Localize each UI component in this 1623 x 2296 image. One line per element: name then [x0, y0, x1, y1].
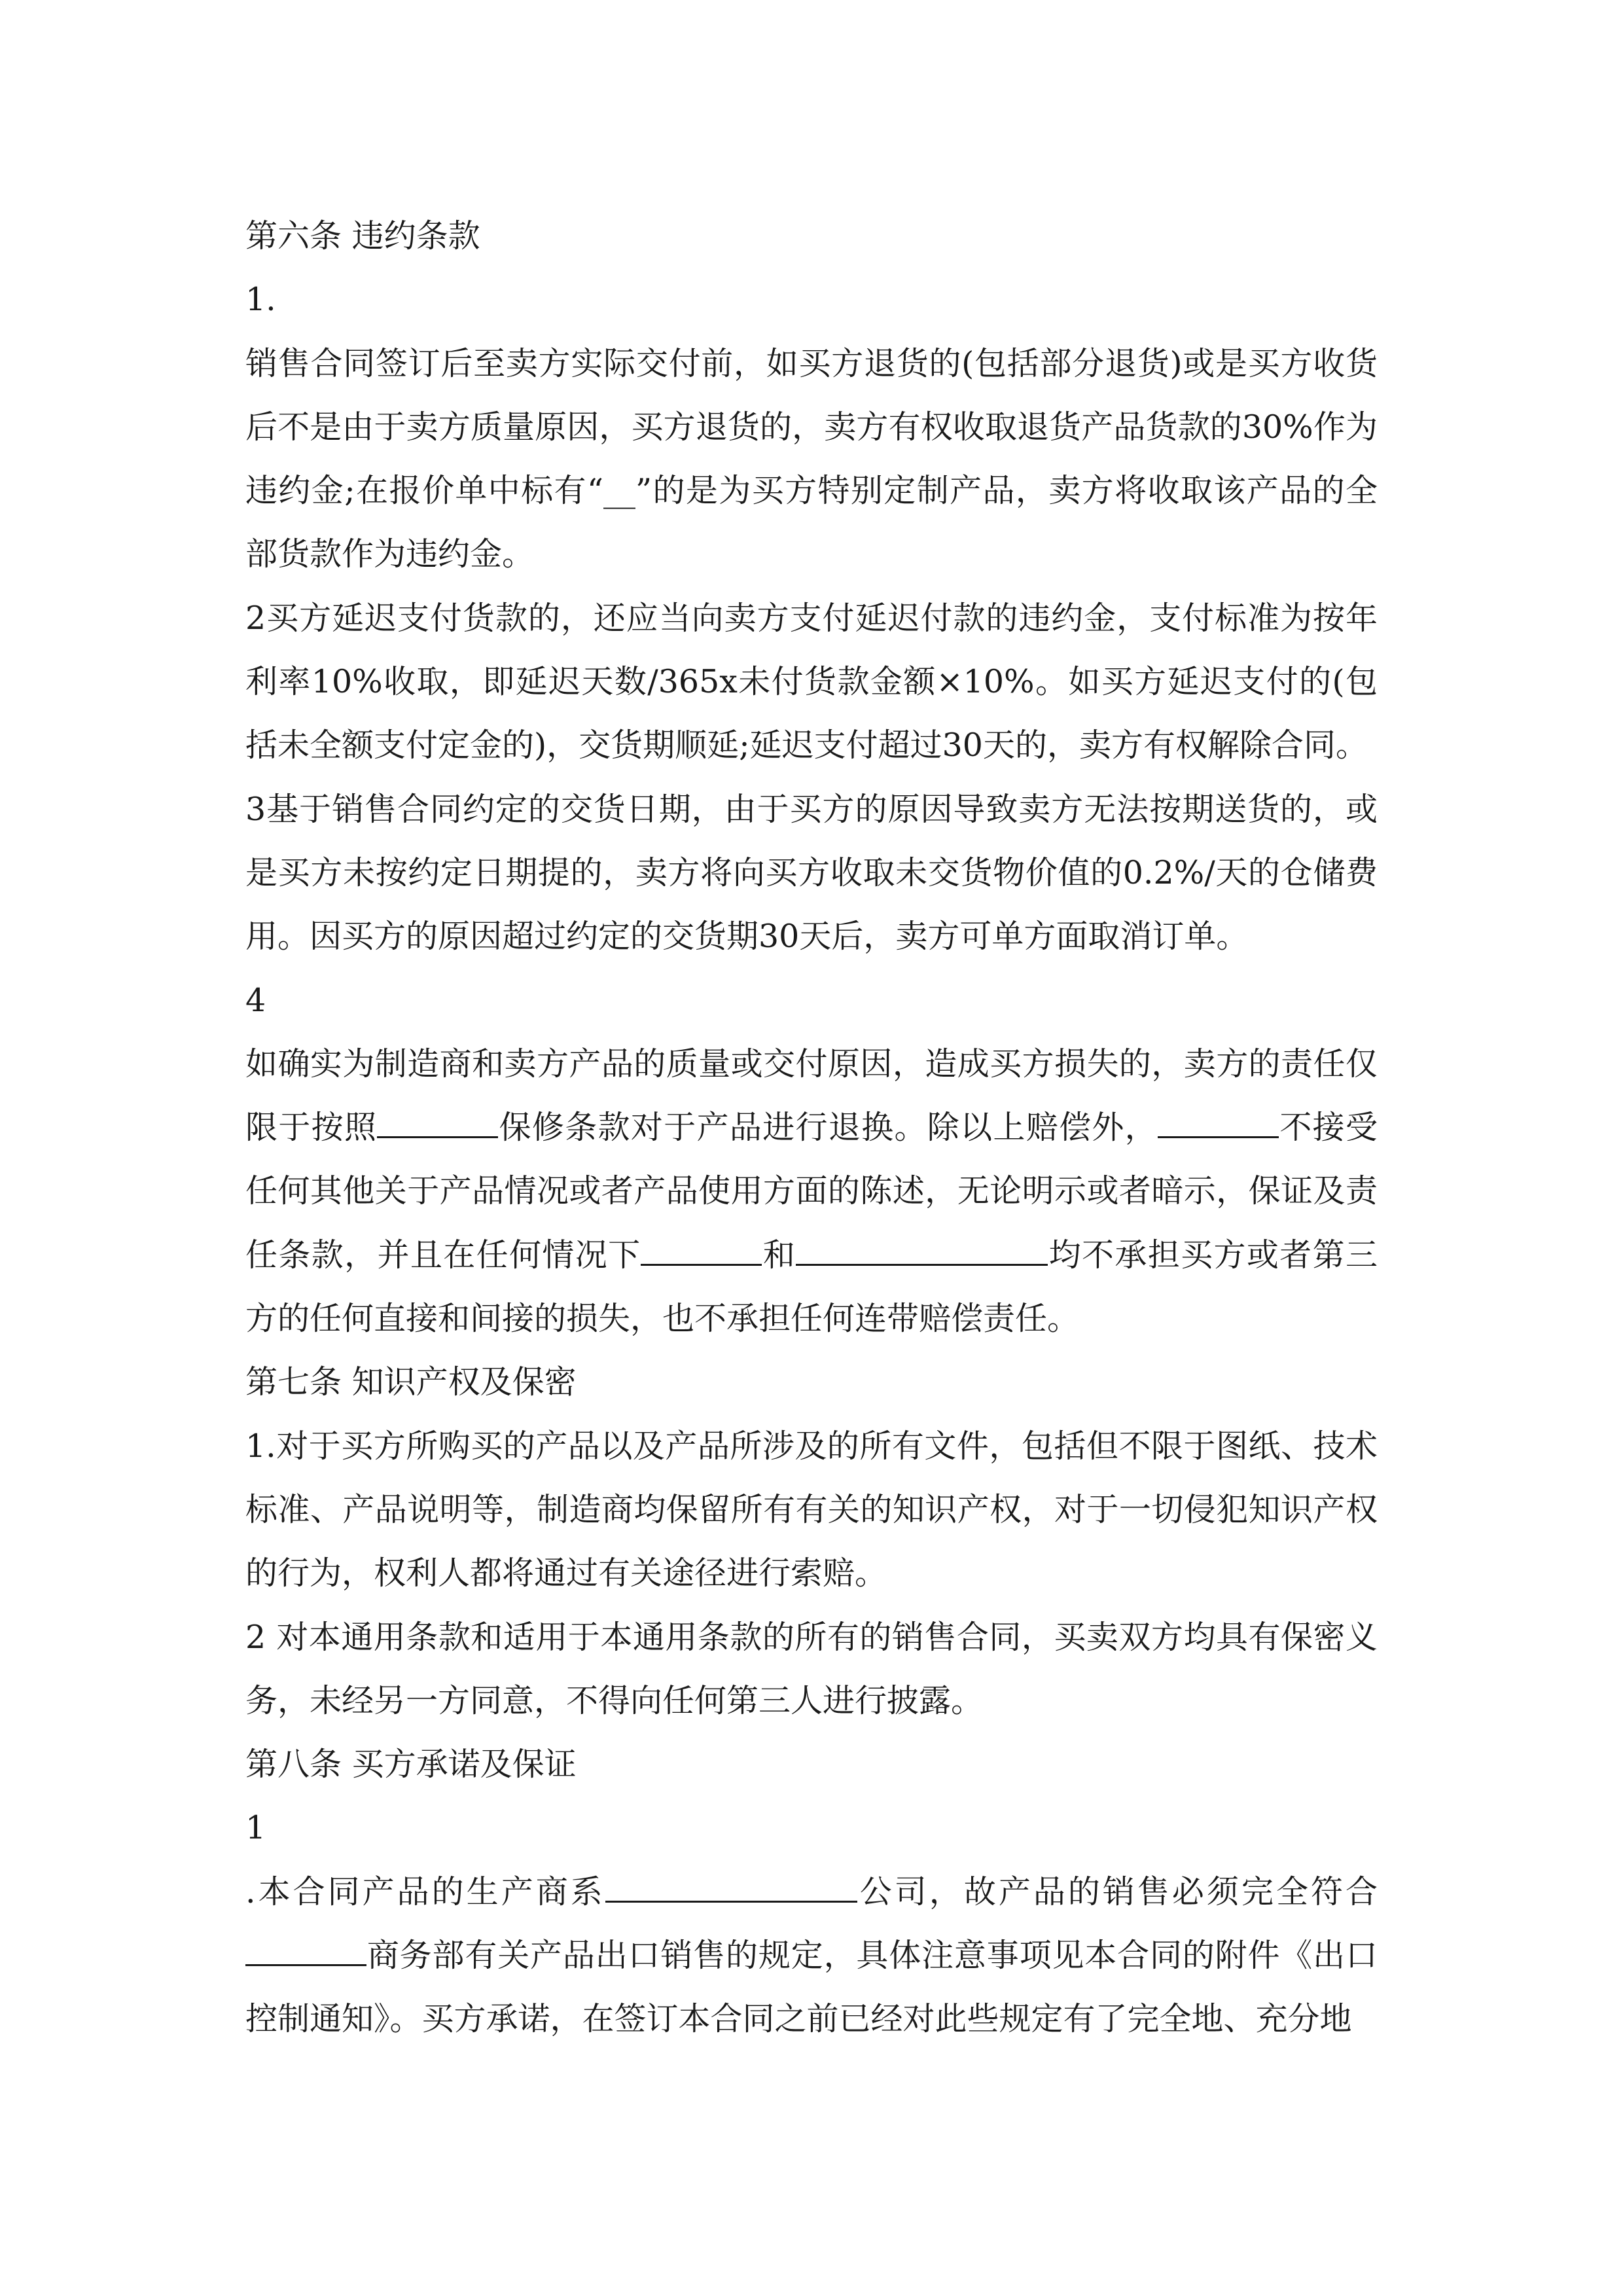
article-6-item-3: 3基于销售合同约定的交货日期，由于买方的原因导致卖方无法按期送货的，或是买方未按约定日期提的，卖方将向买方收取未交货物价值的0.2%/天的仓储费用。因买方的原因超过约定的交货期30天后，卖方可单方面取消订单。 — [245, 790, 1378, 956]
article-8-item-1-number: 1 — [245, 1809, 266, 1847]
fill-in-blank — [605, 1874, 857, 1903]
fill-in-blank — [245, 1938, 366, 1966]
fill-in-blank — [1158, 1110, 1279, 1138]
article-6-item-4-part-c: 不接受任何其他关于产品情况或者产品使用方面的陈述，无论明示或者暗示，保证及责任条款，并且在任何情况下 — [245, 1109, 1378, 1274]
article-6-item-4-part-d: 和 — [762, 1236, 796, 1274]
fill-in-blank — [641, 1238, 762, 1266]
article-8-item-1-part-b: 公司，故产品的销售必须完全符合 — [857, 1873, 1378, 1910]
fill-in-blank — [796, 1238, 1048, 1266]
article-7-item-1: 1.对于买方所购买的产品以及产品所涉及的所有文件，包括但不限于图纸、技术标准、产品说明等，制造商均保留所有有关的知识产权，对于一切侵犯知识产权的行为，权利人都将通过有关途径进行索赔。 — [245, 1427, 1378, 1592]
article-8-title: 第八条 买方承诺及保证 — [245, 1746, 577, 1784]
article-8-item-1-part-c: 商务部有关产品出口销售的规定，具体注意事项见本合同的附件《出口控制通知》。买方承诺，在签订本合同之前已经对此些规定有了完全地、充分地 — [245, 1937, 1378, 2038]
article-8-item-1 — [245, 1860, 1378, 2051]
article-7-item-2: 2 对本通用条款和适用于本通用条款的所有的销售合同，买卖双方均具有保密义务，未经另一方同意，不得向任何第三人进行披露。 — [245, 1618, 1378, 1719]
article-6-item-1-text: 销售合同签订后至卖方实际交付前，如买方退货的(包括部分退货)或是买方收货后不是由于卖方质量原因，买方退货的，卖方有权收取退货产品货款的30%作为违约金;在报价单中标有“__”的是为买方特别定制产品，卖方将收取该产品的全部货款作为违约金。 — [245, 344, 1378, 573]
article-7-title: 第七条 知识产权及保密 — [245, 1363, 577, 1401]
article-6-item-4-part-a: 如确实为制造商和卖方产品的质量或交付原因，造成买方损失的，卖方的责任仅限于按照 — [245, 1045, 1378, 1147]
fill-in-blank — [377, 1110, 498, 1138]
article-6-title: 第六条 违约条款 — [245, 217, 480, 255]
article-6-item-1-number: 1. — [245, 281, 276, 319]
article-6-item-4-part-b: 保修条款对于产品进行退换。除以上赔偿外， — [498, 1109, 1158, 1147]
document-body — [245, 204, 1378, 2051]
article-6-item-4-number: 4 — [245, 981, 266, 1019]
article-6-item-2: 2买方延迟支付货款的，还应当向卖方支付延迟付款的违约金，支付标准为按年利率10%收取，即延迟天数/365x未付货款金额×10%。如买方延迟支付的(包括未全额支付定金的)，交货期顺延;延迟支付超过30天的，卖方有权解除合同。 — [245, 599, 1378, 764]
article-6-item-4-part-e: 均不承担买方或者第三方的任何直接和间接的损失，也不承担任何连带赔偿责任。 — [245, 1236, 1378, 1338]
article-6-item-4 — [245, 1032, 1378, 1350]
article-8-item-1-part-a: .本合同产品的生产商系 — [245, 1873, 605, 1910]
